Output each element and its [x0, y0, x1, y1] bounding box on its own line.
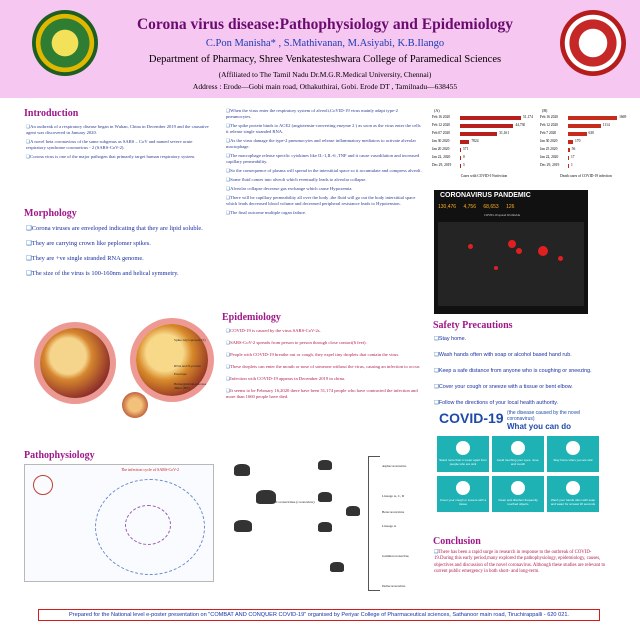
category-label: Jan 20 2020	[432, 147, 450, 151]
college-logo-left	[32, 10, 98, 76]
bar	[568, 164, 569, 168]
chart-caption: Death cases of COVID-19 infection	[560, 174, 612, 178]
mechanism-item: ❑ There will be capillary permeability all over the body ,the fluid will go out the body interstitial space which leads decreased blood volume and decreased peripheral resistance leads to Hypotension.	[226, 195, 424, 207]
dashboard-title: CORONAVIRUS PANDEMIC	[440, 192, 531, 199]
phylogeny-label: Coronavirinae (coronavirus)	[276, 500, 315, 504]
safety-title: Safety Precautions	[433, 320, 513, 331]
mechanism-list	[226, 108, 424, 219]
value-label: 56	[571, 147, 576, 151]
mechanism-item: ❑ So the consequence of plasma will spread in the interstitial space so it accumulate and compress alveoli.	[226, 168, 424, 174]
address: Address : Erode—Gobi main road, Othakuthirai, Gobi. Erode DT , Tamilnadu—638455	[192, 82, 458, 91]
tree-line	[368, 456, 369, 590]
figure-label: Spike Glycoprotein (S)	[174, 338, 206, 342]
category-label: Dec 29, 2019	[432, 163, 452, 167]
value-label: 17	[571, 155, 575, 159]
stat-value: 68,653	[483, 204, 499, 210]
phylogeny-label: Betacoronavirus	[382, 510, 405, 514]
introduction-item: ❑ An outbreak of a respiratory disease began in Wuhan, China in December 2019 and the causative agent was discovered in January 2020.	[26, 124, 212, 136]
category-label: Feb 16 2020	[432, 115, 450, 119]
value-label: 1114	[602, 123, 610, 127]
outbreak-dot	[494, 266, 498, 270]
epidemiology-list	[226, 328, 426, 403]
covid-title: COVID-19	[439, 410, 504, 426]
authors: C.Pon Manisha* , S.Mathivanan, M.Asiyabi, K.B.Ilango	[205, 38, 445, 49]
morphology-item: ❑ Corona viruses are enveloped indicating that they are lipid soluble.	[26, 225, 214, 233]
introduction-title: Introduction	[24, 108, 79, 119]
phylogeny-label: Lineage A	[382, 524, 397, 528]
animal-icon	[346, 506, 360, 516]
people-icon	[456, 441, 470, 455]
value-label: 0	[463, 155, 465, 159]
bar	[568, 124, 601, 128]
outbreak-dot	[538, 246, 548, 256]
affiliation: (Affiliated to The Tamil Nadu Dr.M.G.R.Medical University, Chennai)	[218, 70, 432, 79]
coronavirus-phylogeny-figure	[226, 450, 432, 600]
stat-value: 4,756	[463, 204, 476, 210]
category-label: Feb 12 2020	[432, 123, 450, 127]
category-label: Feb 07 2020	[432, 131, 450, 135]
animal-icon	[234, 464, 250, 476]
epidemiology-item: ❑ These droplets can enter the mouth or nose of someone without the virus, causing an infection to occur.	[226, 364, 426, 370]
phylogeny-label: Alphacoronavirus	[382, 464, 407, 468]
category-label: Jan 30 2020	[540, 139, 558, 143]
introduction-item: ❑ Corona virus is one of the major pathogen that primarily target human respiratory system.	[26, 154, 212, 160]
animal-icon	[234, 520, 252, 532]
mechanism-item: ❑ The final outcome multiple organ failure.	[226, 210, 424, 216]
dashboard-stats	[438, 204, 520, 210]
spray-icon	[511, 481, 525, 495]
coronavirus-particle	[40, 328, 110, 398]
animal-icon	[330, 562, 344, 572]
category-label: Dec 29, 2019	[540, 163, 560, 167]
value-label: 51,174	[523, 115, 533, 119]
conclusion-text: ❑ There has been a rapid surge in research in response to the outbreak of COVID-19.During this early period,many explored the pathophysiology, epidemiology, causes, objectives and discussion of the novel coronavirus. Although these studies are relevant to current public emergency in both short- and long-term.	[434, 550, 610, 579]
epidemiology-item: ❑ People with COVID-19 breathe out or cough, they expel tiny droplets that contain the virus.	[226, 352, 426, 358]
category-label: Feb 16 2020	[540, 115, 558, 119]
bar	[568, 140, 573, 144]
introduction-list	[26, 124, 212, 163]
pandemic-dashboard	[434, 190, 588, 314]
morphology-item: ❑ They are carrying crown like peplomer spikes.	[26, 240, 214, 248]
dashboard-subtitle: COVID-19 spread Worldwide	[484, 213, 521, 217]
animal-icon	[318, 522, 332, 532]
bar	[460, 140, 469, 144]
figure-title: The infection cycle of SARS-CoV-2	[120, 467, 180, 472]
value-label: 1	[571, 163, 573, 167]
figure-label: Envelope	[174, 372, 187, 376]
mechanism-item: ❑ Alveolar collapse decrease gas exchange which cause Hypoxemia.	[226, 186, 424, 192]
tree-line	[368, 456, 380, 457]
tree-line	[368, 590, 380, 591]
category-label: Feb 12 2020	[540, 123, 558, 127]
advice-tile: Stay home when you are sick	[547, 436, 599, 472]
epidemiology-item: ❑ SARS-CoV-2 spreads from person to person through close contact(6 feet).	[226, 340, 426, 346]
value-label: 31,161	[499, 131, 510, 135]
bar	[568, 148, 570, 152]
tissue-icon	[456, 481, 470, 495]
value-label: 170	[575, 139, 581, 143]
virus-diagram	[33, 475, 53, 495]
category-label: Jan 22, 2020	[432, 155, 451, 159]
morphology-item: ❑ They are +ve single stranded RNA genome.	[26, 255, 214, 263]
outbreak-dot	[516, 248, 522, 254]
chart-caption: Cases with COVID-19 infection	[460, 174, 508, 178]
value-label: 5	[463, 163, 465, 167]
safety-item: ❑ Follow the directions of your local health authority.	[434, 400, 614, 407]
coronavirus-particle	[122, 392, 148, 418]
bar	[460, 116, 521, 120]
animal-icon	[318, 492, 332, 502]
what-you-can-do: What you can do	[507, 422, 571, 431]
face-icon	[511, 441, 525, 455]
bar	[460, 148, 461, 152]
epidemiology-title: Epidemiology	[222, 312, 281, 323]
infection-cycle-figure	[24, 464, 214, 582]
epidemiology-item: ❑ COVID-19 is caused by the virus SARS-CoV-2s.	[226, 328, 426, 334]
mechanism-item: ❑ When the virus enter the respiratory system of alveoli,CoVID-19 virus mainly adapt type-2 pneumocytes.	[226, 108, 424, 120]
stat-value: 126	[506, 204, 515, 210]
outbreak-dot	[558, 256, 563, 261]
stat-value: 130,476	[438, 204, 457, 210]
value-label: 571	[463, 147, 469, 151]
outbreak-dot	[508, 240, 516, 248]
pathophysiology-title: Pathophysiology	[24, 450, 95, 461]
bar	[460, 124, 513, 128]
bar	[568, 156, 569, 160]
conclusion-title: Conclusion	[433, 536, 481, 547]
bar	[568, 116, 617, 120]
morphology-item: ❑ The size of the virus is 100-160nm and helical symmetry.	[26, 270, 214, 278]
safety-item: ❑ Stay home.	[434, 336, 614, 343]
category-label: Jan 22, 2020	[540, 155, 559, 159]
footer-note: Prepared for the National level e-poster presentation on "COMBAT AND CONQUER COVID-19" organised by Periyar College of Pharmaceutical sciences, Sathanoor main road, Tiruchirappalli - 620 021.	[38, 609, 600, 621]
poster-header	[0, 0, 640, 98]
bar	[568, 132, 587, 136]
phylogeny-label: Lineage A, C, D	[382, 494, 405, 498]
advice-tile: Cover your cough or sneeze with a tissue	[437, 476, 489, 512]
poster-title: Corona virus disease:Pathophysiology and Epidemiology	[136, 16, 514, 33]
animal-icon	[256, 490, 276, 504]
safety-item: ❑ Wash hands often with soap or alcohol based hand rub.	[434, 352, 614, 359]
world-map	[438, 222, 584, 306]
epidemiology-item: ❑ Infection with COVID-19 appears in December 2019 in china.	[226, 376, 426, 382]
bar	[460, 156, 461, 160]
figure-label: RNA and N-protein	[174, 364, 201, 368]
department: Department of Pharmacy, Shree Venkatesteshwara College of Paramedical Sciences	[148, 54, 502, 65]
value-label: 630	[588, 131, 594, 135]
safety-item: ❑ Keep a safe distance from anyone who is coughing or sneezing.	[434, 368, 614, 375]
covid-subtitle: (the disease caused by the novel coronavirus)	[507, 410, 581, 422]
epidemiology-item: ❑ It seems to be February 16,2020 there have been 51,174 people who have contracted the infection and more than 1660 people have died.	[226, 388, 426, 400]
nucleus-diagram	[125, 505, 171, 545]
value-label: 1669	[619, 115, 627, 119]
cases-bar-chart	[432, 108, 536, 184]
chart-title: (B)	[542, 108, 548, 113]
phylogeny-label: Deltacoronavirus	[382, 584, 406, 588]
morphology-list	[26, 225, 214, 281]
handwash-icon	[566, 481, 580, 495]
bar	[460, 132, 497, 136]
category-label: Feb 7 2020	[540, 131, 557, 135]
advice-tile: Stand more than 1 meter apart from people who are sick	[437, 436, 489, 472]
morphology-title: Morphology	[24, 208, 77, 219]
advice-tile: Avoid touching your eyes, nose, and mouth	[492, 436, 544, 472]
college-logo-right	[560, 10, 626, 76]
mechanism-item: ❑ Some fluid comes into alveoli which eventually leads to alveolar collapse.	[226, 177, 424, 183]
chart-title: (A)	[434, 108, 440, 113]
covid-what-you-can-do-infographic	[433, 406, 603, 526]
animal-icon	[318, 460, 332, 470]
advice-tile: Wash your hands often with soap and water for at least 20 seconds	[547, 476, 599, 512]
figure-label: Hemagglutinin-esterase dimer (HE)	[174, 382, 207, 390]
outbreak-dot	[468, 244, 473, 249]
safety-list	[434, 336, 614, 410]
deaths-bar-chart	[540, 108, 632, 184]
mechanism-item: ❑ As the virus damage the type-2 pneumocytes and release inflammatory mediators to activate alveolar macrophage.	[226, 138, 424, 150]
category-label: Jan 30 2020	[432, 139, 450, 143]
bar	[460, 164, 461, 168]
virus-structure-figure	[24, 310, 214, 430]
advice-tile: Clean and disinfect frequently touched objects	[492, 476, 544, 512]
value-label: 7824	[471, 139, 479, 143]
safety-item: ❑ Cover your cough or sneeze with a tissue or bent elbow.	[434, 384, 614, 391]
phylogeny-label: Gammacoronavirus	[382, 554, 409, 558]
mechanism-item: ❑ The spike protein binds to ACE2 (angiotensin-converting enzyme 2 ) as soon as the virus enter the cells it release single stranded RNA.	[226, 123, 424, 135]
mechanism-item: ❑ The macrophage release specific cytokines like IL-1,IL-6 ,TNF and it cause vasodilation and increased capillary permeability.	[226, 153, 424, 165]
introduction-item: ❑ A novel beta coronavirus of the same subgenus as SARS – CoV and named severe acute respiratory syndrome coronavirus - 2 (SARS-CoV-2).	[26, 139, 212, 151]
category-label: Jan 25 2020	[540, 147, 558, 151]
value-label: 44,730	[515, 123, 526, 127]
home-icon	[566, 441, 580, 455]
